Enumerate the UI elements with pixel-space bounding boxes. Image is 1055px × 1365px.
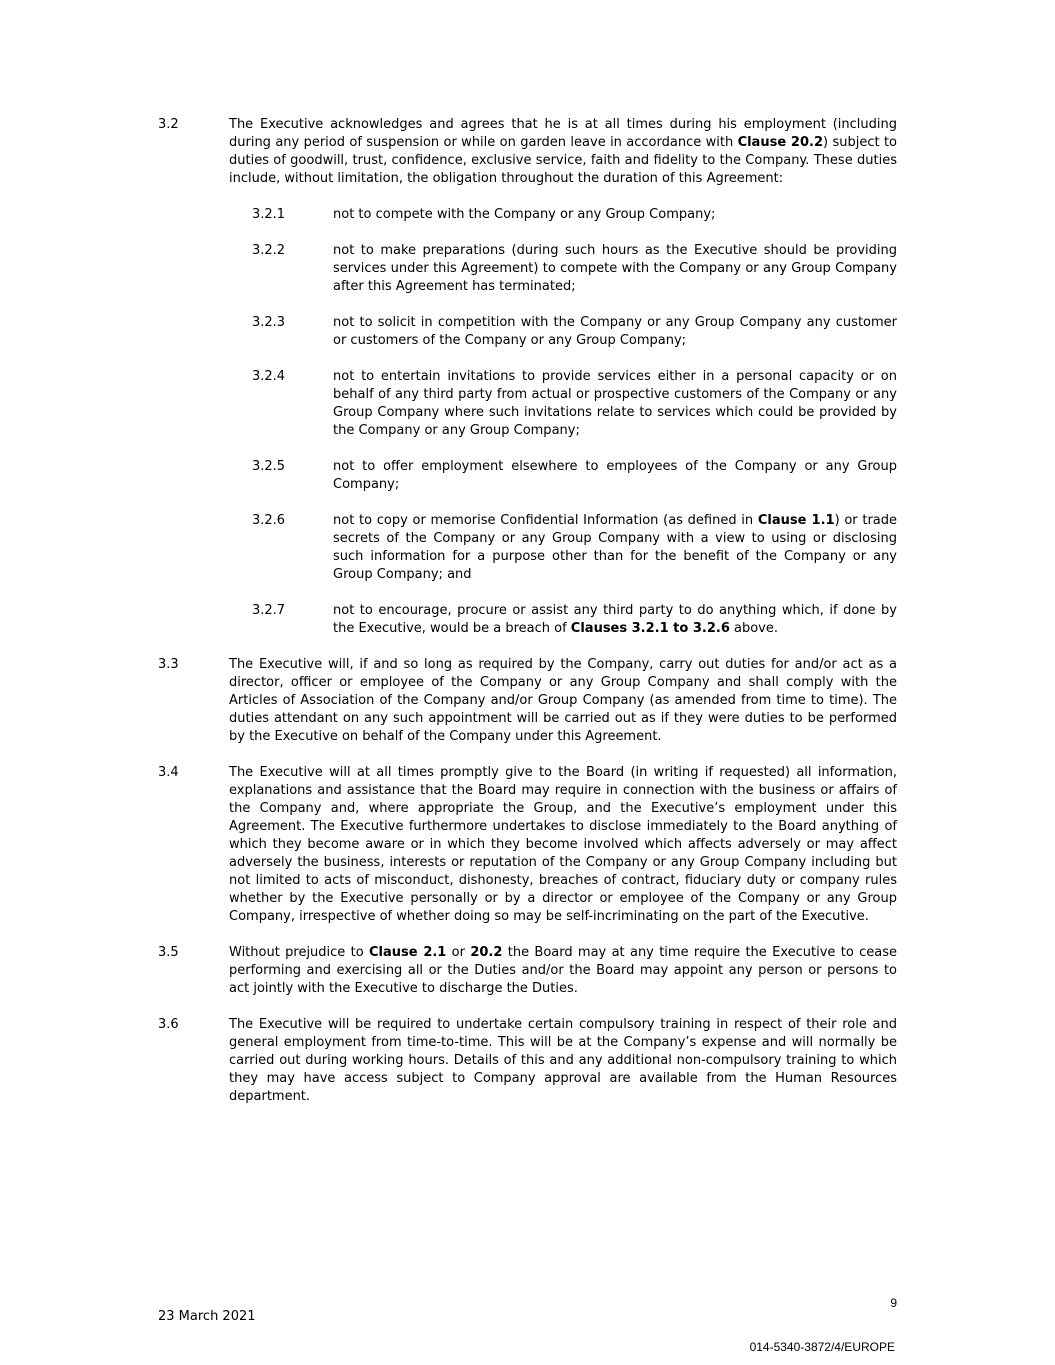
clause-text (229, 116, 897, 188)
footer-doc-ref: 014-5340-3872/4/EUROPE (749, 1340, 895, 1354)
clause-text (333, 314, 897, 350)
clause-text-segment: not to copy or memorise Confidential Information (as defined in (333, 513, 758, 528)
clause-number: 3.2 (158, 117, 179, 132)
clause-number: 3.2.7 (252, 603, 286, 618)
clause-text-segment: above. (729, 621, 779, 636)
subclause-3-2-2 (0, 242, 1055, 296)
clause-text (229, 944, 897, 998)
clause-reference-bold: Clause 20.2 (737, 135, 823, 150)
clause-number: 3.2.4 (252, 369, 286, 384)
clause-3-5 (0, 944, 1055, 998)
subclause-3-2-5 (0, 458, 1055, 494)
clause-text (333, 206, 897, 224)
clause-number: 3.5 (158, 945, 179, 960)
document-body (0, 116, 1055, 1124)
clause-reference-bold: Clause 1.1 (757, 513, 835, 528)
clause-3-4 (0, 764, 1055, 926)
subclause-3-2-7 (0, 602, 1055, 638)
clause-number: 3.4 (158, 765, 179, 780)
clause-text-segment: ) subject to duties of goodwill, trust, confidence, exclusive service, faith and fidelity to the Company. These duties include, without limitation, the obligation throughout the duration of this Agreement: (229, 135, 897, 186)
clause-number: 3.2.1 (252, 207, 286, 222)
clause-number: 3.2.6 (252, 513, 286, 528)
clause-text (333, 242, 897, 296)
clause-text (229, 656, 897, 746)
clause-text (333, 458, 897, 494)
footer-page-number: 9 (890, 1296, 897, 1310)
subclause-3-2-1 (0, 206, 1055, 224)
footer-date: 23 March 2021 (158, 1309, 256, 1324)
clause-3-2 (0, 116, 1055, 188)
clause-text-segment: not to encourage, procure or assist any third party to do anything which, if done by the Executive, would be a breach of (333, 603, 897, 636)
clause-number: 3.6 (158, 1017, 179, 1032)
clause-text-segment: Without prejudice to (229, 945, 370, 960)
clause-text-segment: ) or trade secrets of the Company or any Group Company with a view to using or disclosing such information for a purpose other than for the benefit of the Company or any Group Company; and (333, 513, 898, 582)
clause-text-segment: not to make preparations (during such hours as the Executive should be providing services under this Agreement) to compete with the Company or any Group Company after this Agreement has terminated; (333, 243, 897, 294)
clause-number: 3.2.2 (252, 243, 286, 258)
clause-reference-bold: 20.2 (470, 945, 503, 960)
clause-text (333, 512, 897, 584)
clause-3-3 (0, 656, 1055, 746)
clause-reference-bold: Clauses 3.2.1 to 3.2.6 (570, 621, 730, 636)
clause-text-segment: not to entertain invitations to provide services either in a personal capacity or on behalf of any third party from actual or prospective customers of the Company or any Group Company where such invitations relate to services which could be provided by the Company or any Group Company; (333, 369, 897, 438)
clause-text (333, 368, 897, 440)
subclause-3-2-3 (0, 314, 1055, 350)
subclause-3-2-4 (0, 368, 1055, 440)
clause-reference-bold: Clause 2.1 (369, 945, 447, 960)
clause-text-segment: The Executive will at all times promptly give to the Board (in writing if requested) all information, explanations and assistance that the Board may require in connection with the business or affairs of the Company and, where appropriate the Group, and the Executive’s employment under this Agreement. The Executive furthermore undertakes to disclose immediately to the Board anything of which they become aware or in which they become involved which affects adversely or may affect adversely the business, interests or reputation of the Company or any Group Company including but not limited to acts of misconduct, dishonesty, breaches of contract, fiduciary duty or company rules whether by the Executive personally or by a director or employee of the Company or any Group Company, irrespective of whether doing so may be self-incriminating on the part of the Executive. (229, 765, 897, 924)
clause-number: 3.3 (158, 657, 179, 672)
clause-text-segment: not to compete with the Company or any Group Company; (333, 207, 716, 222)
clause-text (333, 602, 897, 638)
clause-text-segment: not to offer employment elsewhere to employees of the Company or any Group Company; (333, 459, 897, 492)
clause-number: 3.2.5 (252, 459, 286, 474)
clause-text-segment: not to solicit in competition with the Company or any Group Company any customer or customers of the Company or any Group Company; (333, 315, 897, 348)
clause-text-segment: The Executive will be required to undertake certain compulsory training in respect of their role and general employment from time-to-time. This will be at the Company’s expense and will normally be carried out during working hours. Details of this and any additional non-compulsory training to which they may have access subject to Company approval are available from the Human Resources department. (229, 1017, 897, 1104)
clause-3-6 (0, 1016, 1055, 1106)
clause-text-segment: The Executive will, if and so long as required by the Company, carry out duties for and/or act as a director, officer or employee of the Company or any Group Company and shall comply with the Articles of Association of the Company and/or Group Company (as amended from time to time). The duties attendant on any such appointment will be carried out as if they were duties to be performed by the Executive on behalf of the Company under this Agreement. (229, 657, 897, 744)
clause-text (229, 764, 897, 926)
clause-text-segment: or (446, 945, 471, 960)
subclause-3-2-6 (0, 512, 1055, 584)
clause-text (229, 1016, 897, 1106)
clause-text-segment: the Board may at any time require the Executive to cease performing and exercising all or the Duties and/or the Board may appoint any person or persons to act jointly with the Executive to discharge the Duties. (229, 945, 897, 996)
clause-number: 3.2.3 (252, 315, 286, 330)
clause-text-segment: The Executive acknowledges and agrees that he is at all times during his employment (including during any period of suspension or while on garden leave in accordance with (229, 117, 897, 150)
